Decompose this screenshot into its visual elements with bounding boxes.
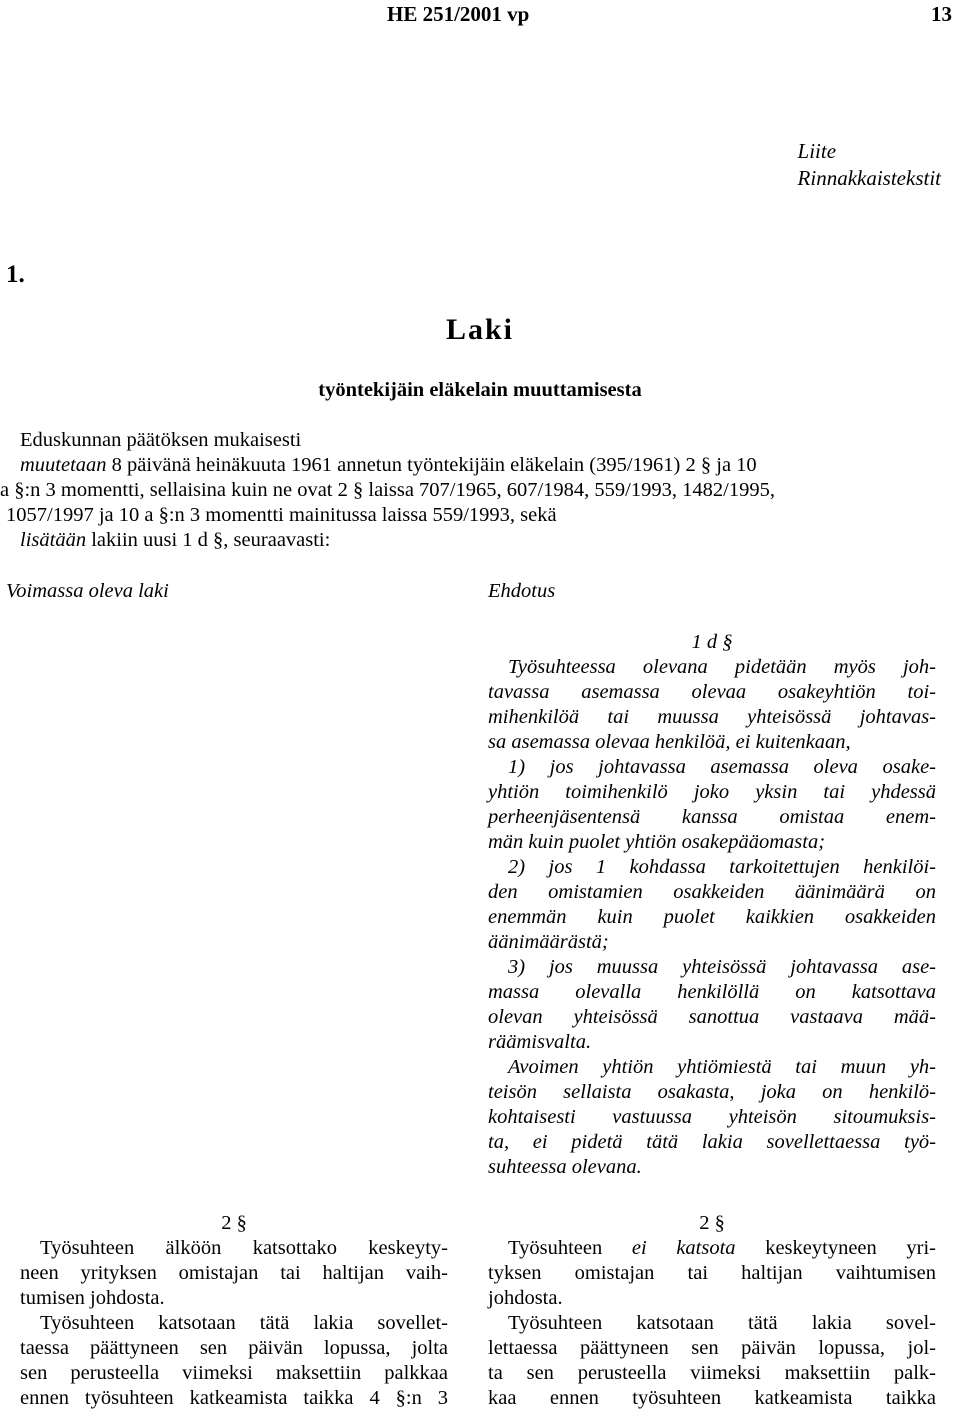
proposal-section-1d [488,630,936,1180]
text-line: johdosta. [488,1287,563,1309]
text-line: kohtaisesti vastuussa yhteisön sitoumuksis- [488,1106,936,1128]
text-line: 3) jos muussa yhteisössä johtavassa ase- [508,956,936,978]
text-line: tumisen johdosta. [20,1287,165,1309]
page-number: 13 [931,2,952,26]
preamble-line: 1057/1997 ja 10 a §:n 3 momentti mainitussa laissa 559/1993, sekä [6,504,557,526]
text-line: tavassa asemassa olevaa osakeyhtiön toi- [488,681,936,703]
text-line: tyksen omistajan tai haltijan vaihtumisen [488,1262,936,1284]
text-line: ennen työsuhteen katkeamista taikka 4 §:n 3 [20,1387,448,1409]
preamble-line: a §:n 3 momentti, sellaisina kuin ne ovat 2 § laissa 707/1965, 607/1984, 559/1993, 1482/1995, [0,479,775,501]
text-line: män kuin puolet yhtiön osakepääomasta; [488,831,826,853]
text-line: taessa päättyneen sen päivän lopussa, jolta [20,1337,448,1359]
section-label: 2 § [699,1212,725,1234]
text-line: Työsuhteen ei katsota keskeytyneen yri- [508,1237,937,1259]
text-line: Työsuhteen älköön katsottako keskeyty- [40,1237,448,1259]
preamble-line: muutetaan 8 päivänä heinäkuuta 1961 annetun työntekijäin eläkelain (395/1961) 2 § ja 10 [20,454,757,476]
appendix-label [798,138,941,192]
proposal-section-2 [488,1211,936,1411]
text-line: teisön sellaista osakasta, joka on henkilö- [488,1081,936,1103]
text-line: sen perusteella viimeksi maksettiin palkkaa [20,1362,448,1384]
current-law-section-2 [20,1211,448,1411]
preamble [0,428,950,553]
text-line: mihenkilöä tai muussa yhteisössä johtavas- [488,706,936,728]
appendix-subtitle: Rinnakkaistekstit [797,166,941,190]
section-label: 1 d § [691,631,733,653]
preamble-line: lisätään lakiin uusi 1 d §, seuraavasti: [20,529,331,551]
text-line: neen yrityksen omistajan tai haltijan vaih- [20,1262,448,1284]
appendix-title: Liite [797,139,837,163]
text-line: 1) jos johtavassa asemassa oleva osake- [508,756,936,778]
text-line: räämisvalta. [488,1031,592,1053]
text-line: Työsuhteessa olevana pidetään myös joh- [508,656,936,678]
text-line: yhtiön toimihenkilö joko yksin tai yhdessä [488,781,936,803]
text-line: sa asemassa olevaa henkilöä, ei kuitenkaan, [488,731,851,753]
text-line: ta, ei pidetä tätä lakia sovellettaessa työ- [488,1131,936,1153]
column-heading-proposal: Ehdotus [488,580,556,602]
preamble-line: Eduskunnan päätöksen mukaisesti [20,429,302,451]
section-body [488,655,936,1180]
text-emphasis: ei katsota [631,1237,736,1259]
text-line: olevan yhteisössä sanottua vastaava mää- [488,1006,936,1028]
text-line: kaa ennen työsuhteen katkeamista taikka [488,1387,936,1409]
text-line: äänimäärästä; [488,931,609,953]
text-line: Työsuhteen katsotaan tätä lakia sovel- [508,1312,936,1334]
section-label: 2 § [221,1212,247,1234]
section-body [488,1261,936,1411]
text-line: Työsuhteen katsotaan tätä lakia sovellet- [40,1312,448,1334]
law-title: Laki [445,313,515,346]
page-header [0,0,960,30]
text-line: den omistamien osakkeiden äänimäärä on [488,881,936,903]
text-line: ta sen perusteella viimeksi maksettiin palk- [488,1362,936,1384]
text-line: enemmän kuin puolet kaikkien osakkeiden [488,906,936,928]
column-heading-current-law: Voimassa oleva laki [6,580,169,602]
law-subtitle: työntekijäin eläkelain muuttamisesta [318,379,642,401]
preamble-emphasis: lisätään [20,529,87,551]
text-line: massa olevalla henkilöllä on katsottava [488,981,936,1003]
section-number: 1. [6,261,25,288]
preamble-emphasis: muutetaan [20,454,107,476]
section-body [20,1236,448,1411]
text-line: suhteessa olevana. [488,1156,642,1178]
text-line: lettaessa päättyneen sen päivän lopussa, jol- [488,1337,936,1359]
text-line: 2) jos 1 kohdassa tarkoitettujen henkilöi- [508,856,936,878]
text-line: Avoimen yhtiön yhtiömiestä tai muun yh- [508,1056,936,1078]
text-line: perheenjäsentensä kanssa omistaa enem- [488,806,936,828]
document-id: HE 251/2001 vp [387,2,530,26]
